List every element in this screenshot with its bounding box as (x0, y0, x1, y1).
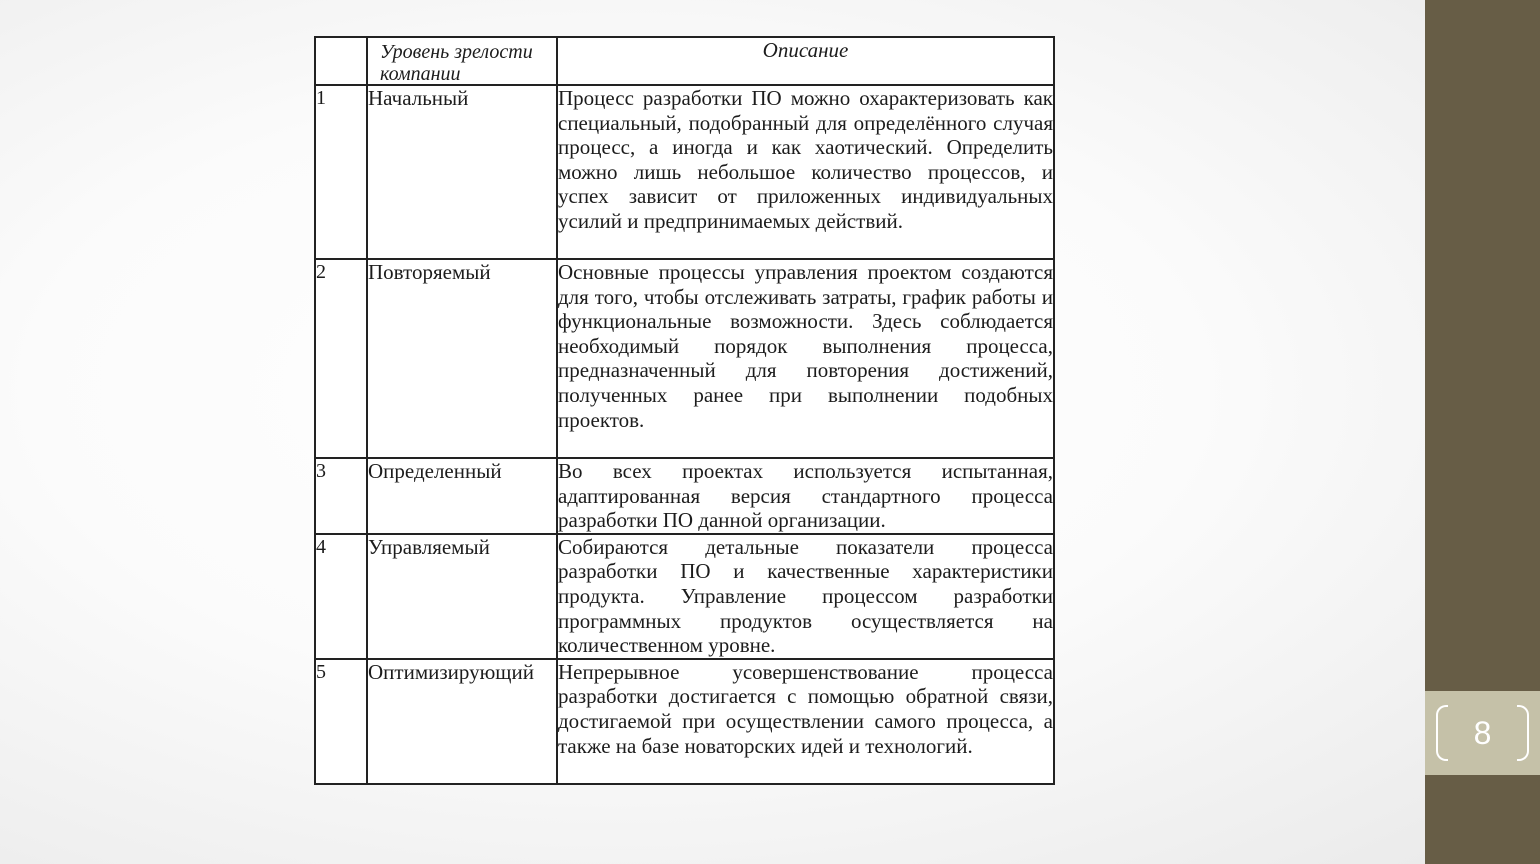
table-row (315, 458, 1054, 534)
row-level: Определенный (367, 458, 557, 534)
header-number (315, 37, 367, 85)
table-row (315, 85, 1054, 259)
page-number: 8 (1473, 715, 1492, 751)
row-description: Основные процессы управления проектом создаются для того, чтобы отслеживать затраты, график работы и функциональные возможности. Здесь соблюдается необходимый порядок выполнения процесса, предназначенный для повторения достижений, полученных ранее при выполнении подобных проектов. (557, 259, 1054, 458)
row-level: Начальный (367, 85, 557, 259)
table-row (315, 659, 1054, 784)
header-level-cell (367, 37, 557, 85)
row-description: Процесс разработки ПО можно охарактеризовать как специальный, подобранный для определённого случая процесс, а иногда и как хаотический. Определить можно лишь небольшое количество процессов, и успех зависит от приложенных индивидуальных усилий и предпринимаемых действий. (557, 85, 1054, 259)
row-description: Собираются детальные показатели процесса разработки ПО и качественные характеристики продукта. Управление процессом разработки программных продуктов осуществляется на количественном уровне. (558, 534, 1053, 658)
row-level: Управляемый (367, 534, 557, 659)
row-description: Во всех проектах используется испытанная, адаптированная версия стандартного процесса разработки ПО данной организации. (558, 459, 1053, 533)
header-level: Уровень зрелости компании (380, 41, 533, 85)
row-level: Оптимизирующий (367, 659, 557, 784)
row-number: 5 (315, 659, 367, 784)
row-number: 4 (315, 534, 367, 659)
page-number-badge (1425, 691, 1540, 775)
table-row (315, 259, 1054, 458)
table-header-row (315, 37, 1054, 85)
row-level: Повторяемый (367, 259, 557, 458)
row-number: 1 (315, 85, 367, 259)
table-row (315, 534, 1054, 659)
header-description: Описание (557, 37, 1054, 85)
right-bracket-decoration (1517, 705, 1529, 761)
row-number: 3 (315, 458, 367, 534)
maturity-levels-table (314, 36, 1055, 785)
row-number: 2 (315, 259, 367, 458)
row-description: Непрерывное усовершенствование процесса разработки достигается с помощью обратной связи, достигаемой при осуществлении самого процесса, а также на базе новаторских идей и технологий. (557, 659, 1054, 784)
